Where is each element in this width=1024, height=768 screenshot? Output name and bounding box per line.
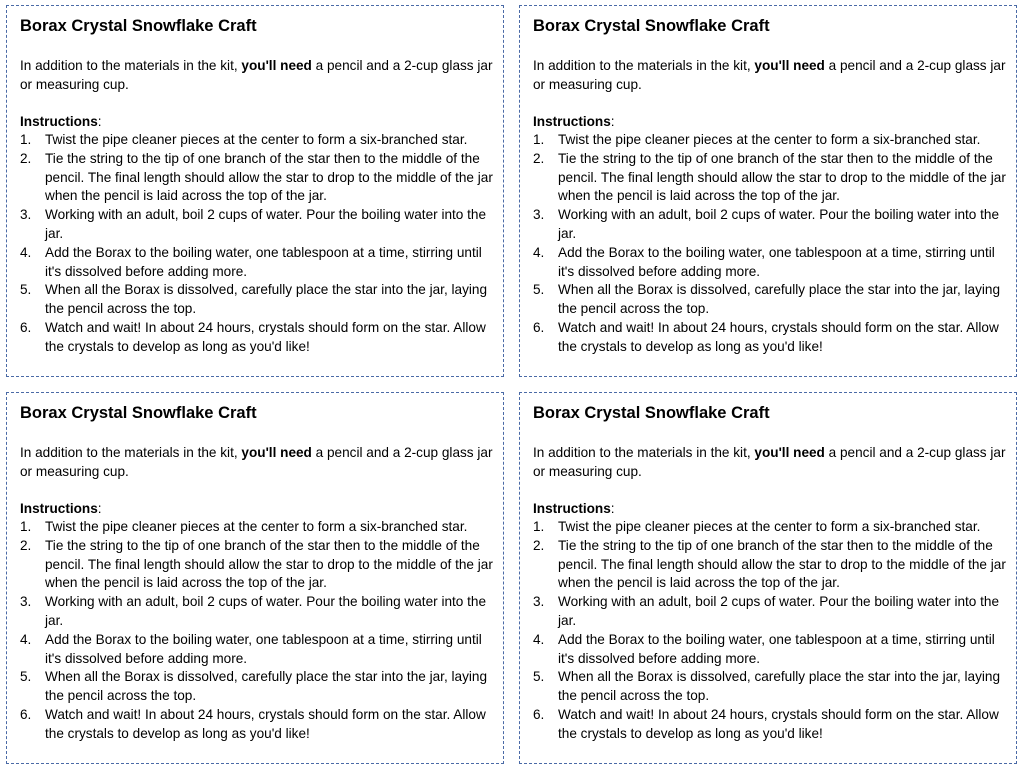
instructions-label: Instructions [20,114,98,129]
card-intro [533,56,1006,94]
intro-text-end: a pencil and a 2-cup glass jar or measuring cup. [533,445,1006,479]
list-item [20,244,493,282]
instructions-heading [20,112,493,131]
step-text: Add the Borax to the boiling water, one tablespoon at a time, stirring until it's dissolved before adding more. [558,244,995,279]
intro-text-end: a pencil and a 2-cup glass jar or measuring cup. [20,58,493,92]
list-item [533,150,1006,206]
list-item [533,537,1006,593]
instructions-heading [533,499,1006,518]
instructions-label: Instructions [533,501,611,516]
intro-text-end: a pencil and a 2-cup glass jar or measuring cup. [20,445,493,479]
list-item [20,206,493,244]
intro-bold-text: you'll need [754,445,825,460]
instructions-list [20,131,493,357]
step-number: 6. [20,319,32,335]
craft-card-4 [519,392,1017,764]
instructions-colon: : [97,114,102,129]
list-item [533,668,1006,706]
step-number: 5. [20,669,32,685]
step-text: Twist the pipe cleaner pieces at the center to form a six-branched star. [45,519,468,534]
list-item [533,631,1006,669]
instructions-list [533,518,1006,744]
card-intro [20,443,493,481]
craft-card-3 [6,392,504,764]
step-text: Add the Borax to the boiling water, one tablespoon at a time, stirring until it's dissolved before adding more. [558,631,995,666]
intro-text: In addition to the materials in the kit, [20,58,242,73]
step-number: 6. [533,319,545,335]
step-text: Watch and wait! In about 24 hours, crystals should form on the star. Allow the crystals to develop as long as you'd like! [45,706,486,741]
instructions-label: Instructions [533,114,611,129]
step-text: Twist the pipe cleaner pieces at the center to form a six-branched star. [558,519,981,534]
step-number: 5. [20,282,32,298]
step-number: 4. [533,244,545,260]
list-item [20,537,493,593]
list-item [20,150,493,206]
step-text: Tie the string to the tip of one branch of the star then to the middle of the pencil. The final length should allow the star to drop to the middle of the jar when the pencil is laid across the top of the jar. [558,537,1006,591]
intro-text: In addition to the materials in the kit, [20,445,242,460]
step-number: 3. [533,207,545,223]
step-number: 2. [533,537,545,553]
step-text: Working with an adult, boil 2 cups of water. Pour the boiling water into the jar. [45,207,487,241]
step-text: Watch and wait! In about 24 hours, crystals should form on the star. Allow the crystals to develop as long as you'd like! [558,319,999,354]
card-intro [533,443,1006,481]
instructions-colon: : [610,114,615,129]
intro-text: In addition to the materials in the kit, [533,445,755,460]
step-number: 4. [533,631,545,647]
step-text: Watch and wait! In about 24 hours, crystals should form on the star. Allow the crystals to develop as long as you'd like! [45,319,486,354]
intro-text: In addition to the materials in the kit, [533,58,755,73]
step-text: Watch and wait! In about 24 hours, crystals should form on the star. Allow the crystals to develop as long as you'd like! [558,706,999,741]
step-number: 5. [533,669,545,685]
instructions-colon: : [97,501,102,516]
step-number: 6. [533,706,545,722]
step-number: 2. [20,537,32,553]
step-text: When all the Borax is dissolved, carefully place the star into the jar, laying the pencil across the top. [558,669,1001,704]
step-text: Working with an adult, boil 2 cups of water. Pour the boiling water into the jar. [45,594,487,628]
intro-bold-text: you'll need [241,445,312,460]
list-item [20,706,493,744]
list-item [20,631,493,669]
step-text: Tie the string to the tip of one branch of the star then to the middle of the pencil. The final length should allow the star to drop to the middle of the jar when the pencil is laid across the top of the jar. [558,150,1006,204]
step-text: When all the Borax is dissolved, carefully place the star into the jar, laying the pencil across the top. [558,282,1001,317]
card-title: Borax Crystal Snowflake Craft [20,404,257,422]
instructions-list [533,131,1006,357]
step-text: Working with an adult, boil 2 cups of water. Pour the boiling water into the jar. [558,594,1000,628]
step-number: 4. [20,631,32,647]
instructions-colon: : [610,501,615,516]
step-number: 2. [20,150,32,166]
intro-bold-text: you'll need [241,58,312,73]
step-text: Tie the string to the tip of one branch of the star then to the middle of the pencil. The final length should allow the star to drop to the middle of the jar when the pencil is laid across the top of the jar. [45,537,493,591]
list-item [533,281,1006,319]
list-item [533,518,1006,537]
card-intro [20,56,493,94]
step-number: 5. [533,282,545,298]
card-title: Borax Crystal Snowflake Craft [533,404,770,422]
list-item [20,518,493,537]
list-item [533,319,1006,357]
list-item [20,319,493,357]
step-text: When all the Borax is dissolved, carefully place the star into the jar, laying the pencil across the top. [45,282,488,317]
list-item [20,131,493,150]
intro-bold-text: you'll need [754,58,825,73]
step-number: 3. [20,207,32,223]
list-item [533,131,1006,150]
list-item [533,706,1006,744]
list-item [20,281,493,319]
instructions-label: Instructions [20,501,98,516]
instructions-heading [533,112,1006,131]
step-number: 4. [20,244,32,260]
instructions-heading [20,499,493,518]
step-text: When all the Borax is dissolved, carefully place the star into the jar, laying the pencil across the top. [45,669,488,704]
intro-text-end: a pencil and a 2-cup glass jar or measuring cup. [533,58,1006,92]
step-text: Tie the string to the tip of one branch of the star then to the middle of the pencil. The final length should allow the star to drop to the middle of the jar when the pencil is laid across the top of the jar. [45,150,493,204]
step-text: Add the Borax to the boiling water, one tablespoon at a time, stirring until it's dissolved before adding more. [45,244,482,279]
list-item [533,593,1006,631]
step-number: 1. [533,132,545,147]
step-number: 1. [20,519,32,534]
step-number: 1. [533,519,545,534]
card-title: Borax Crystal Snowflake Craft [20,17,257,35]
step-number: 3. [20,594,32,610]
card-title: Borax Crystal Snowflake Craft [533,17,770,35]
craft-card-1 [6,5,504,377]
step-text: Twist the pipe cleaner pieces at the center to form a six-branched star. [45,132,468,147]
list-item [20,668,493,706]
step-number: 3. [533,594,545,610]
step-text: Twist the pipe cleaner pieces at the center to form a six-branched star. [558,132,981,147]
step-number: 1. [20,132,32,147]
instructions-list [20,518,493,744]
list-item [20,593,493,631]
step-number: 6. [20,706,32,722]
list-item [533,244,1006,282]
step-text: Working with an adult, boil 2 cups of water. Pour the boiling water into the jar. [558,207,1000,241]
step-text: Add the Borax to the boiling water, one tablespoon at a time, stirring until it's dissolved before adding more. [45,631,482,666]
craft-card-2 [519,5,1017,377]
list-item [533,206,1006,244]
step-number: 2. [533,150,545,166]
